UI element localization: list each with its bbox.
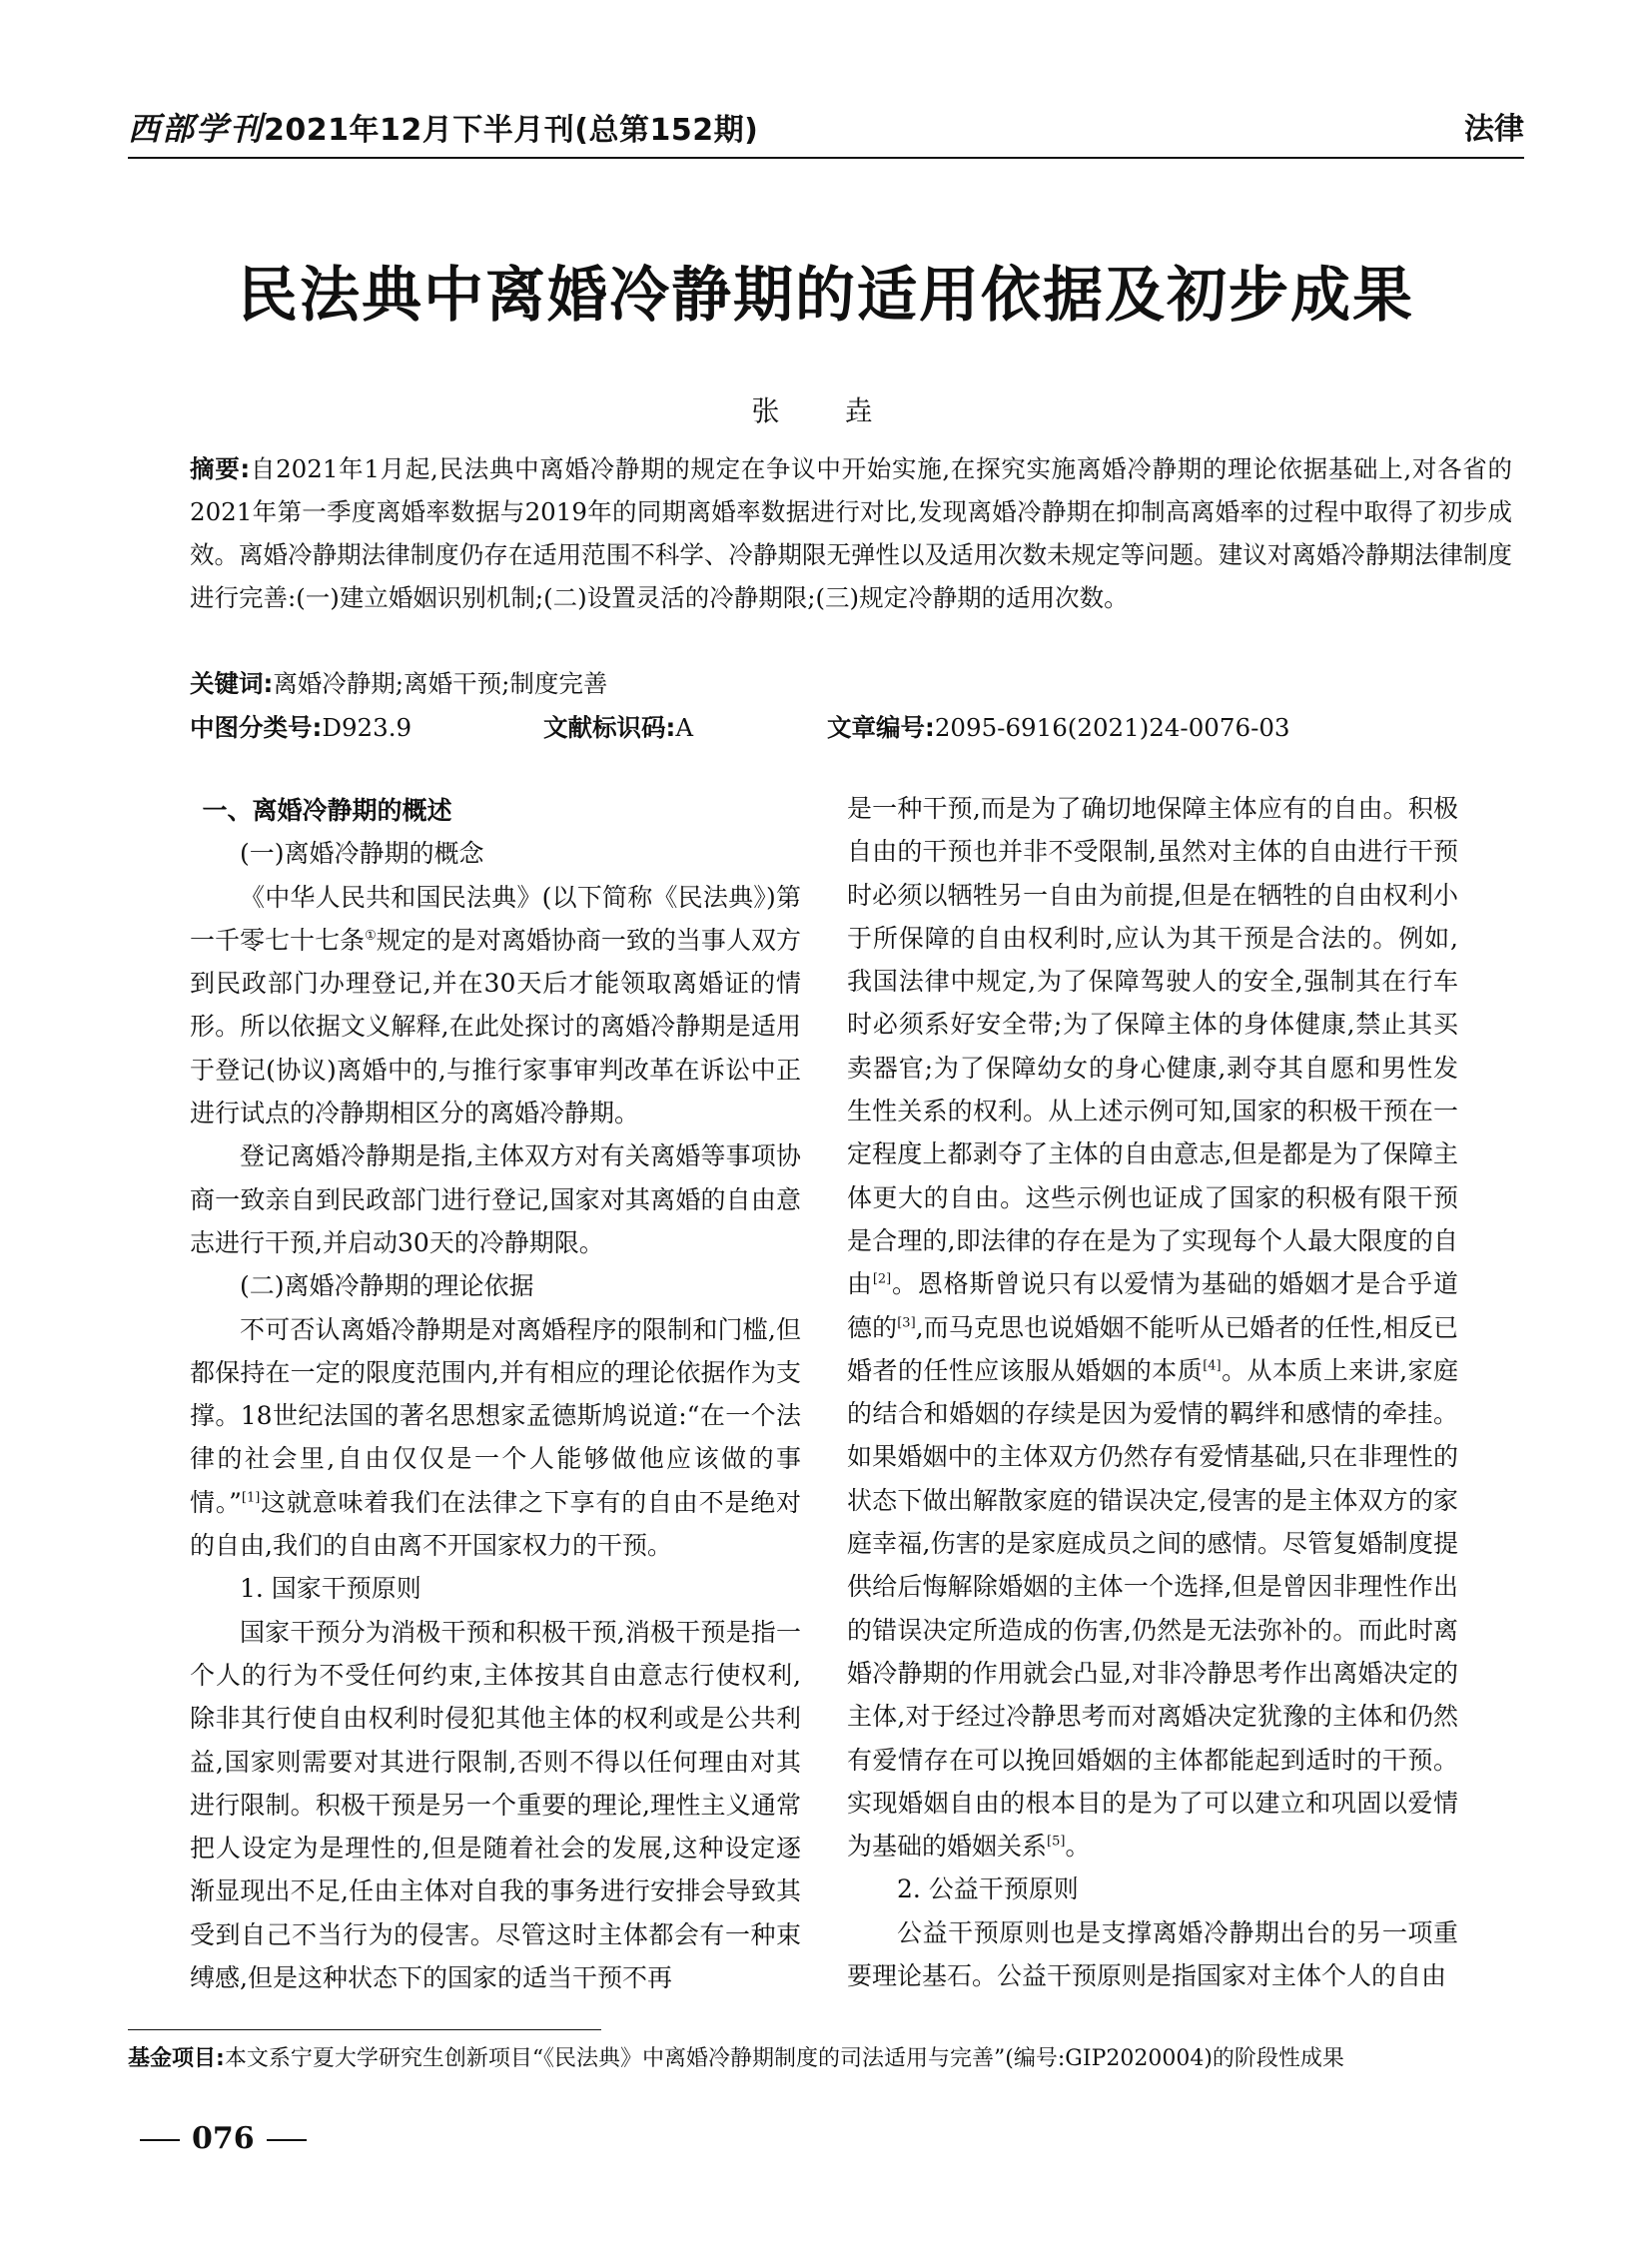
- journal-logo: 西部学刊: [128, 110, 265, 148]
- paragraph: [190, 876, 801, 1135]
- classification-value: D923.9: [322, 713, 413, 742]
- subsection-heading: (二)离婚冷静期的理论依据: [240, 1271, 534, 1301]
- article-title: 民法典中离婚冷静期的适用依据及初步成果: [238, 261, 1414, 331]
- left-column: [190, 789, 801, 1999]
- paragraph-text: 规定的是对离婚协商一致的当事人双方到民政部门办理登记,并在30天后才能领取离婚证的情形。所以依据文义解释,在此处探讨的离婚冷静期是适用于登记(协议)离婚中的,与推行家事审判改革在诉讼中正进行试点的冷静期相区分的离婚冷静期。: [190, 925, 801, 1128]
- paragraph-text: 不可否认离婚冷静期是对离婚程序的限制和门槛,但都保持在一定的限度范围内,并有相应的理论依据作为支撑。18世纪法国的著名思想家孟德斯鸠说道:“在一个法律的社会里,自由仅仅是一个人能够做他应该做的事情。”: [190, 1314, 801, 1517]
- paragraph: [190, 1308, 801, 1568]
- citation-ref: [2]: [872, 1271, 892, 1287]
- page-number-text: 076: [192, 2121, 255, 2156]
- footnote-ref: ①: [365, 928, 377, 944]
- doc-code: [543, 709, 693, 744]
- doc-code-value: A: [675, 713, 694, 742]
- doc-code-label: 文献标识码:: [543, 713, 676, 742]
- dash-right: [267, 2139, 307, 2141]
- page-number: [128, 2121, 319, 2156]
- keywords: [190, 665, 607, 700]
- subsection-heading: (一)离婚冷静期的概念: [240, 839, 484, 869]
- fund-label: 基金项目:: [128, 2046, 225, 2071]
- paragraph: 登记离婚冷静期是指,主体双方对有关离婚等事项协商一致亲自到民政部门进行登记,国家对其离婚的自由意志进行干预,并启动30天的冷静期限。: [190, 1141, 801, 1257]
- citation-ref: [4]: [1203, 1358, 1222, 1374]
- paragraph-text: 是一种干预,而是为了确切地保障主体应有的自由。积极自由的干预也并非不受限制,虽然对主体的自由进行干预时必须以牺牲另一自由为前提,但是在牺牲的自由权利小于所保障的自由权利时,应认为其干预是合法的。例如,我国法律中规定,为了保障驾驶人的安全,强制其在行车时必须系好安全带;为了保障主体的身体健康,禁止其买卖器官;为了保障幼女的身心健康,剥夺其自愿和男性发生性关系的权利。从上述示例可知,国家的积极干预在一定程度上都剥夺了主体的自由意志,但是都是为了保障主体更大的自由。这些示例也证成了国家的积极有限干预是合理的,即法律的存在是为了实现每个人最大限度的自由: [847, 794, 1458, 1299]
- article-number-value: 2095-6916(2021)24-0076-03: [934, 713, 1290, 742]
- abstract-text: 自2021年1月起,民法典中离婚冷静期的规定在争议中开始实施,在探究实施离婚冷静期的理论依据基础上,对各省的2021年第一季度离婚率数据与2019年的同期离婚率数据进行对比,发现离婚冷静期在抑制高离婚率的过程中取得了初步成效。离婚冷静期法律制度仍存在适用范围不科学、冷静期限无弹性以及适用次数未规定等问题。建议对离婚冷静期法律制度进行完善:(一)建立婚姻识别机制;(二)设置灵活的冷静期限;(三)规定冷静期的适用次数。: [190, 454, 1512, 612]
- abstract: [190, 447, 1512, 619]
- citation-ref: [1]: [241, 1490, 261, 1506]
- issue-info: 2021年12月下半月刊(总第152期): [264, 113, 759, 148]
- running-header: [128, 104, 1524, 150]
- subsubsection-heading: 1. 国家干预原则: [240, 1574, 421, 1604]
- paragraph: [847, 787, 1458, 1868]
- paragraph-text: ,而马克思也说婚姻不能听从已婚者的任性,相反已婚者的任性应该服从婚姻的本质: [847, 1312, 1458, 1385]
- dash-left: [140, 2139, 180, 2141]
- journal-issue: [128, 104, 758, 150]
- article-number-label: 文章编号:: [827, 713, 935, 742]
- author-name: 张 垚: [751, 394, 901, 427]
- right-column: [847, 787, 1458, 1997]
- keywords-text: 离婚冷静期;离婚干预;制度完善: [273, 669, 608, 698]
- paragraph-text: 这就意味着我们在法律之下享有的自由不是绝对的自由,我们的自由离不开国家权力的干预。: [190, 1487, 801, 1561]
- article-number: [827, 709, 1290, 744]
- fund-footnote: [128, 2041, 1524, 2072]
- abstract-label: 摘要:: [190, 454, 251, 483]
- paragraph-text: 。从本质上来讲,家庭的结合和婚姻的存续是因为爱情的羁绊和感情的牵挂。如果婚姻中的主体双方仍然存有爱情基础,只在非理性的状态下做出解散家庭的错误决定,侵害的是主体双方的家庭幸福,伤害的是家庭成员之间的感情。尽管复婚制度提供给后悔解除婚姻的主体一个选择,但是曾因非理性作出的错误决定所造成的伤害,仍然是无法弥补的。而此时离婚冷静期的作用就会凸显,对非冷静思考作出离婚决定的主体,对于经过冷静思考而对离婚决定犹豫的主体和仍然有爱情存在可以挽回婚姻的主体都能起到适时的干预。实现婚姻自由的根本目的是为了可以建立和巩固以爱情为基础的婚姻关系: [847, 1355, 1458, 1862]
- footnote-rule: [128, 2029, 601, 2030]
- header-rule: [128, 157, 1524, 159]
- subsubsection-heading: 2. 公益干预原则: [897, 1874, 1079, 1904]
- fund-text: 本文系宁夏大学研究生创新项目“《民法典》中离婚冷静期制度的司法适用与完善”(编号:GIP2020004)的阶段性成果: [224, 2046, 1344, 2071]
- section-heading: 一、离婚冷静期的概述: [202, 796, 452, 825]
- paragraph-text: 《中华人民共和国民法典》(以下简称《民法典》)第一千零七十七条: [190, 882, 801, 955]
- citation-ref: [3]: [897, 1315, 916, 1331]
- paragraph-text: 。: [1065, 1832, 1091, 1862]
- paragraph: 国家干预分为消极干预和积极干预,消极干预是指一个人的行为不受任何约束,主体按其自由意志行使权利,除非其行使自由权利时侵犯其他主体的权利或是公共利益,国家则需要对其进行限制,否则不得以任何理由对其进行限制。积极干预是另一个重要的理论,理性主义通常把人设定为是理性的,但是随着社会的发展,这种设定逐渐显现出不足,任由主体对自我的事务进行安排会导致其受到自己不当行为的侵害。尽管这时主体都会有一种束缚感,但是这种状态下的国家的适当干预不再: [190, 1617, 801, 1993]
- paragraph: 公益干预原则也是支撑离婚冷静期出台的另一项重要理论基石。公益干预原则是指国家对主体个人的自由: [847, 1917, 1458, 1991]
- paragraph-text: 。恩格斯曾说只有以爱情为基础的婚姻才是合乎道德的: [847, 1269, 1458, 1342]
- keywords-label: 关键词:: [190, 669, 274, 698]
- citation-ref: [5]: [1047, 1834, 1066, 1850]
- section-name: 法律: [1464, 112, 1524, 147]
- classification: [190, 709, 412, 744]
- classification-label: 中图分类号:: [190, 713, 323, 742]
